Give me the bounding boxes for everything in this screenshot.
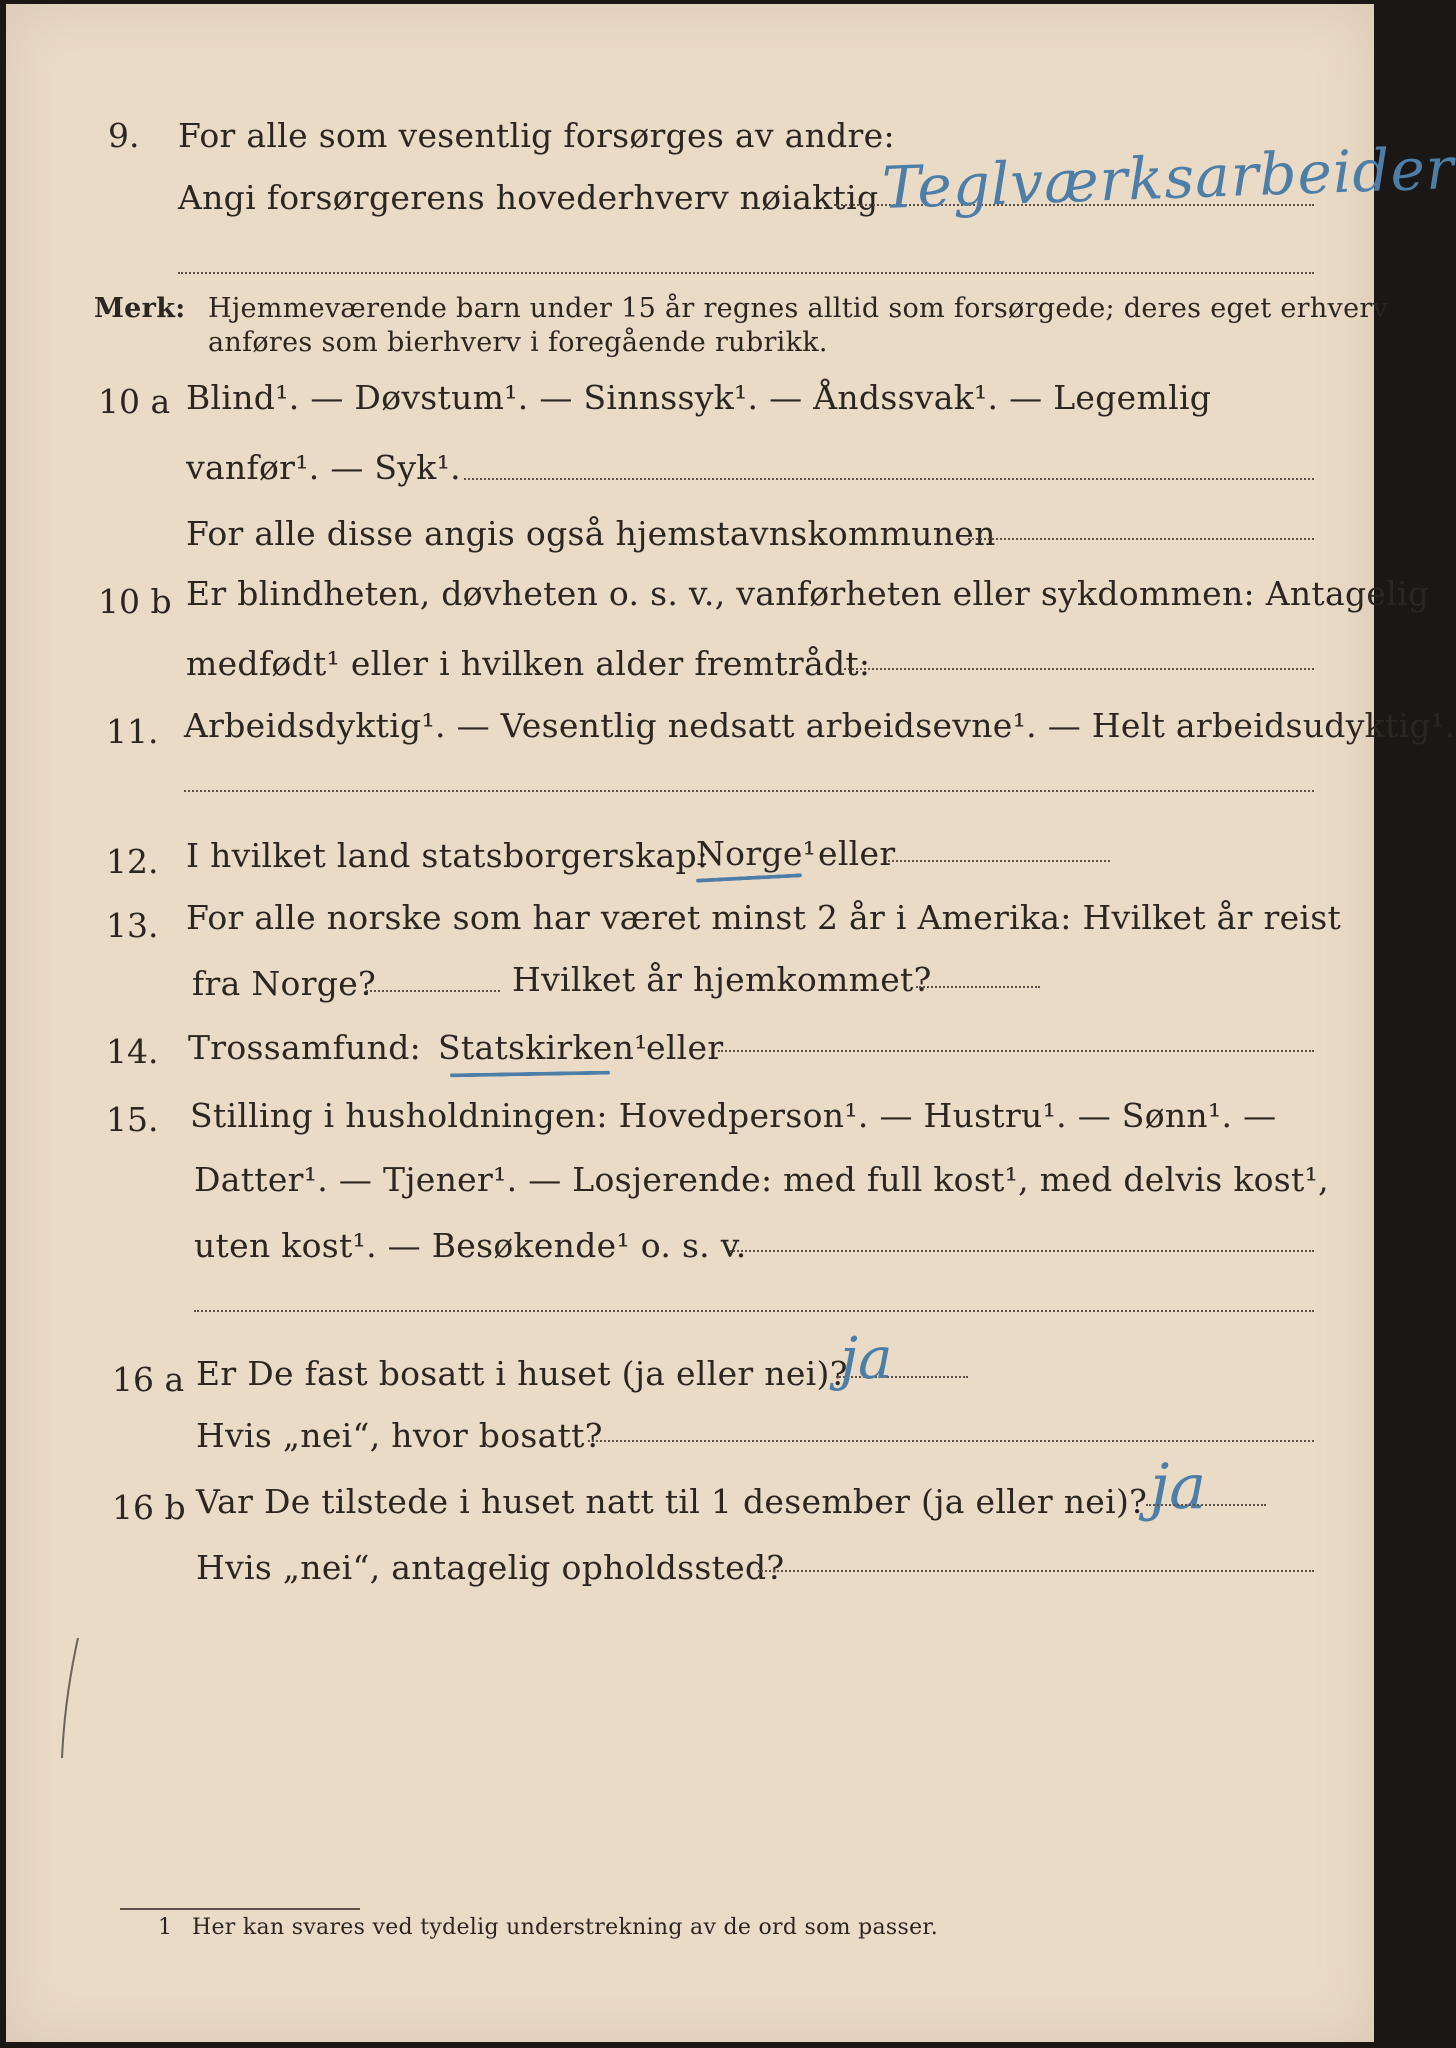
q10a-municipality-line[interactable] <box>968 538 1314 540</box>
q15-line2: Datter¹. — Tjener¹. — Losjerende: med full kost¹, med delvis kost¹, <box>194 1160 1329 1199</box>
footnote-text: Her kan svares ved tydelig understrekning av de ord som passer. <box>192 1915 939 1940</box>
q13-line2a: fra Norge? <box>192 964 377 1003</box>
q14-answer-line[interactable] <box>718 1050 1314 1052</box>
merk-label: Merk: <box>94 293 186 324</box>
q12-option-norge[interactable]: Norge¹ <box>696 834 817 873</box>
q9-line2: Angi forsørgerens hovederhverv nøiaktig <box>178 178 879 217</box>
form-page <box>6 4 1456 2042</box>
q10b-answer-line[interactable] <box>844 668 1314 670</box>
merk-line2: anføres som bierhverv i foregående rubrikk. <box>208 327 828 358</box>
q11-number: 11. <box>106 712 159 751</box>
q12-underline-mark <box>696 873 802 883</box>
q11-line1: Arbeidsdyktig¹. — Vesentlig nedsatt arbeidsevne¹. — Helt arbeidsudyktig¹. <box>184 706 1456 745</box>
q14-number: 14. <box>106 1032 159 1071</box>
q9-extra-line[interactable] <box>178 272 1314 274</box>
q16a-line2: Hvis „nei“, hvor bosatt? <box>196 1416 603 1455</box>
q16b-location-line[interactable] <box>758 1570 1314 1572</box>
q13-return-line[interactable] <box>916 986 1040 988</box>
q9-line1: For alle som vesentlig forsørges av andre: <box>178 116 895 155</box>
q14-prefix: Trossamfund: <box>188 1028 422 1067</box>
q10a-number: 10 a <box>98 382 171 421</box>
q13-line2b: Hvilket år hjemkommet? <box>512 960 932 999</box>
q16a-line1: Er De fast bosatt i huset (ja eller nei)? <box>196 1354 848 1393</box>
q12-prefix: I hvilket land statsborgerskap: <box>186 836 709 875</box>
q15-extra-line[interactable] <box>194 1310 1314 1312</box>
q15-line1: Stilling i husholdningen: Hovedperson¹. — Hustru¹. — Sønn¹. — <box>190 1096 1277 1135</box>
q16a-handwritten-answer: ja <box>840 1324 893 1392</box>
q16b-number: 16 b <box>112 1488 186 1527</box>
q16b-answer-line[interactable] <box>1146 1504 1266 1506</box>
q16a-residence-line[interactable] <box>588 1440 1314 1442</box>
q9-number: 9. <box>108 116 140 155</box>
q12-number: 12. <box>106 842 159 881</box>
footnote-rule <box>120 1908 360 1910</box>
q10b-line1: Er blindheten, døvheten o. s. v., vanførheten eller sykdommen: Antagelig <box>186 574 1430 613</box>
q15-number: 15. <box>106 1100 159 1139</box>
q15-line3: uten kost¹. — Besøkende¹ o. s. v. <box>194 1226 747 1265</box>
q14-suffix: eller <box>646 1028 724 1067</box>
q14-option-statskirken[interactable]: Statskirken¹ <box>438 1028 648 1067</box>
footnote-mark: 1 <box>158 1915 173 1940</box>
q16a-number: 16 a <box>112 1360 185 1399</box>
q10a-answer-line[interactable] <box>464 478 1314 480</box>
q13-number: 13. <box>106 906 159 945</box>
q16b-line2: Hvis „nei“, antagelig opholdssted? <box>196 1548 785 1587</box>
margin-pencil-mark <box>50 1634 90 1764</box>
q10b-number: 10 b <box>98 582 172 621</box>
q16b-line1: Var De tilstede i huset natt til 1 desember (ja eller nei)? <box>196 1482 1148 1521</box>
q14-underline-mark <box>450 1071 610 1078</box>
q13-line1: For alle norske som har været minst 2 år i Amerika: Hvilket år reist <box>186 898 1342 937</box>
q12-suffix: eller <box>818 834 896 873</box>
q12-answer-line[interactable] <box>888 860 1110 862</box>
q16b-handwritten-answer: ja <box>1150 1450 1207 1523</box>
q9-handwritten-answer: Teglværksarbeider <box>880 134 1456 222</box>
merk-line1: Hjemmeværende barn under 15 år regnes alltid som forsørgede; deres eget erhverv <box>208 293 1389 324</box>
q10a-line3: For alle disse angis også hjemstavnskommunen <box>186 514 996 553</box>
q10a-line1: Blind¹. — Døvstum¹. — Sinnssyk¹. — Åndssvak¹. — Legemlig <box>186 378 1212 417</box>
q10b-line2: medfødt¹ eller i hvilken alder fremtrådt: <box>186 644 871 683</box>
q11-answer-line[interactable] <box>184 790 1314 792</box>
q15-answer-line[interactable] <box>730 1250 1314 1252</box>
q13-departure-line[interactable] <box>366 990 500 992</box>
q10a-line2: vanfør¹. — Syk¹. <box>186 448 461 487</box>
